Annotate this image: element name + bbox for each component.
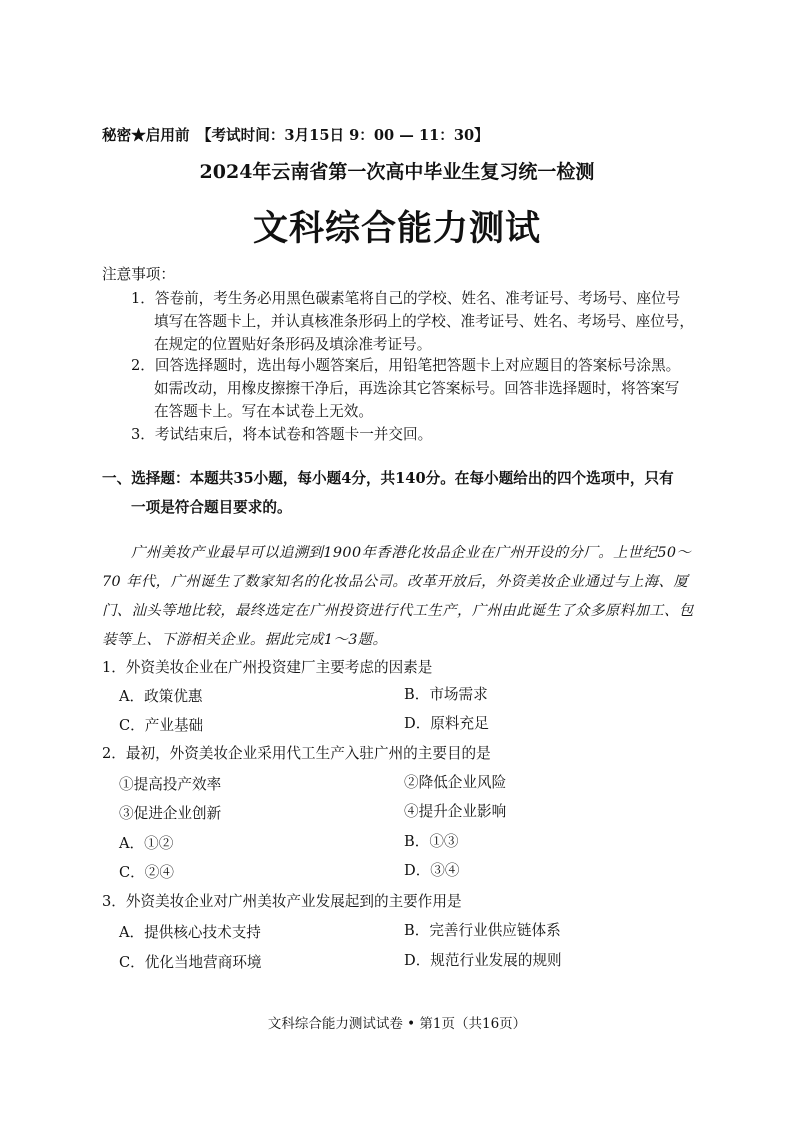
statement-item: ②降低企业风险: [404, 774, 507, 791]
note-line: 如需改动，用橡皮擦擦干净后，再选涂其它答案标号。回答非选择题时，将答案写: [154, 380, 680, 397]
option: D．规范行业发展的规则: [404, 952, 562, 969]
statement-item: ④提升企业影响: [404, 803, 507, 820]
option: A．政策优惠: [119, 688, 203, 705]
subject-title: 文科综合能力测试: [252, 208, 541, 249]
notes-heading: 注意事项：: [102, 266, 175, 283]
note-line: 2．回答选择题时，选出每小题答案后，用铅笔把答题卡上对应题目的答案标号涂黑。: [131, 357, 681, 374]
question-stem: 1．外资美妆企业在广州投资建厂主要考虑的因素是: [102, 659, 433, 676]
note-line: 1．答卷前，考生务必用黑色碳素笔将自己的学校、姓名、准考证号、考场号、座位号: [131, 290, 681, 307]
section-instruction: 一项是符合题目要求的。: [131, 499, 292, 516]
note-line: 在答题卡上。写在本试卷上无效。: [154, 403, 373, 420]
material-line: 门、汕头等地比较，最终选定在广州投资进行代工生产，广州由此诞生了众多原料加工、包: [102, 603, 694, 619]
material-line: 70 年代，广州诞生了数家知名的化妆品公司。改革开放后，外资美妆企业通过与上海、厦: [102, 574, 689, 590]
question-stem: 3．外资美妆企业对广州美妆产业发展起到的主要作用是: [102, 893, 462, 910]
option: A．①②: [119, 835, 174, 852]
option: B．市场需求: [404, 686, 488, 703]
option: A．提供核心技术支持: [119, 924, 261, 941]
statement-item: ①提高投产效率: [119, 776, 222, 793]
statement-item: ③促进企业创新: [119, 805, 222, 822]
material-line: 广州美妆产业最早可以追溯到1900年香港化妆品企业在广州开设的分厂。上世纪50～: [131, 545, 692, 561]
option: B．完善行业供应链体系: [404, 922, 561, 939]
note-line: 填写在答题卡上，并认真核准条形码上的学校、准考证号、姓名、考场号、座位号，: [154, 313, 694, 330]
option: C．②④: [119, 864, 174, 881]
option: D．③④: [404, 862, 460, 879]
option: B．①③: [404, 833, 459, 850]
option: C．产业基础: [119, 717, 204, 734]
option: D．原料充足: [404, 715, 489, 732]
section-instruction: 一、选择题：本题共35小题，每小题4分，共140分。在每小题给出的四个选项中，只有: [102, 470, 674, 487]
note-line: 3．考试结束后，将本试卷和答题卡一并交回。: [131, 426, 433, 443]
confidential-exam-time: 秘密★启用前 【考试时间：3月15日 9：00 — 11：30】: [102, 127, 489, 144]
note-line: 在规定的位置贴好条形码及填涂准考证号。: [154, 336, 432, 353]
option: C．优化当地营商环境: [119, 954, 262, 971]
question-stem: 2．最初，外资美妆企业采用代工生产入驻广州的主要目的是: [102, 745, 491, 762]
page-footer: 文科综合能力测试试卷 • 第1页（共16页）: [267, 1016, 527, 1032]
material-line: 装等上、下游相关企业。据此完成1～3题。: [102, 632, 388, 648]
exam-title: 2024年云南省第一次高中毕业生复习统一检测: [199, 161, 595, 183]
